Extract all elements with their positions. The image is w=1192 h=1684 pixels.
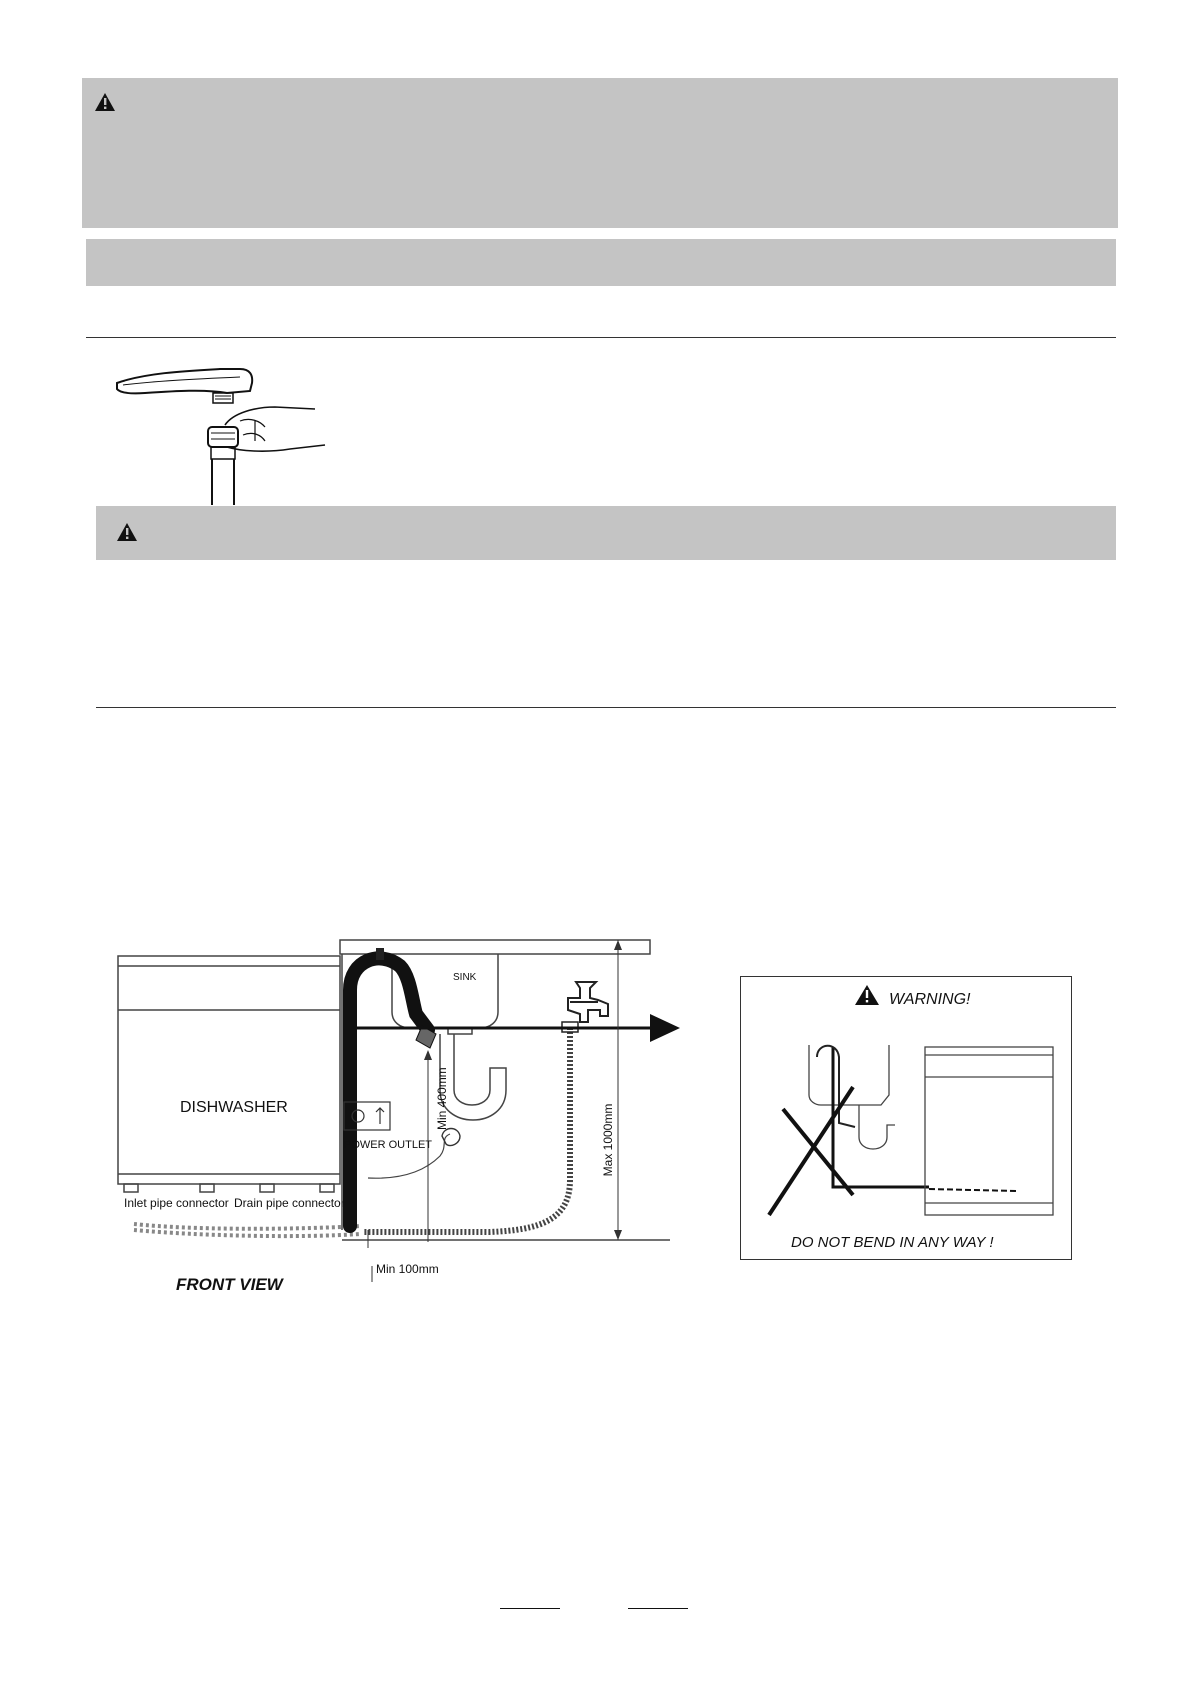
min-400-label: Min 400mm (435, 1067, 449, 1130)
sink-label: SINK (453, 972, 477, 983)
max-1000-label: Max 1000mm (601, 1103, 615, 1177)
drain-hose (350, 958, 428, 1226)
warning-label: WARNING! (889, 991, 971, 1008)
inlet-hose (364, 1028, 570, 1232)
min-100-label: Min 100mm (376, 1262, 439, 1276)
warning-triangle-icon (855, 985, 879, 1005)
faucet (568, 982, 608, 1022)
warning-inset-drawing (741, 977, 1071, 1259)
dishwasher-label: DISHWASHER (180, 1099, 288, 1116)
divider-2 (96, 707, 1116, 708)
dishwasher-unit (118, 956, 340, 1192)
warning-triangle-icon (116, 522, 138, 542)
power-outlet-label: POWER OUTLET (344, 1139, 433, 1151)
faucet-hose-illustration (115, 355, 335, 505)
warning-bar-middle (96, 506, 1116, 560)
divider-1 (86, 337, 1116, 338)
inlet-pipe-label: Inlet pipe connector (124, 1196, 229, 1210)
drain-pipe-label: Drain pipe connector (234, 1196, 345, 1210)
counter-cabinet (340, 940, 670, 1240)
trap-pipe (440, 1034, 506, 1120)
section-header-bar (86, 239, 1116, 286)
floor-hoses (134, 1224, 360, 1236)
front-view-label: FRONT VIEW (176, 1275, 283, 1294)
do-not-bend-label: DO NOT BEND IN ANY WAY ! (791, 1234, 994, 1251)
warning-triangle-icon (94, 92, 116, 112)
footer-line-right (628, 1608, 688, 1609)
footer-line-left (500, 1608, 560, 1609)
level-arrow-head (650, 1014, 680, 1042)
warning-inset (740, 976, 1072, 1260)
warning-box-top (82, 78, 1118, 228)
